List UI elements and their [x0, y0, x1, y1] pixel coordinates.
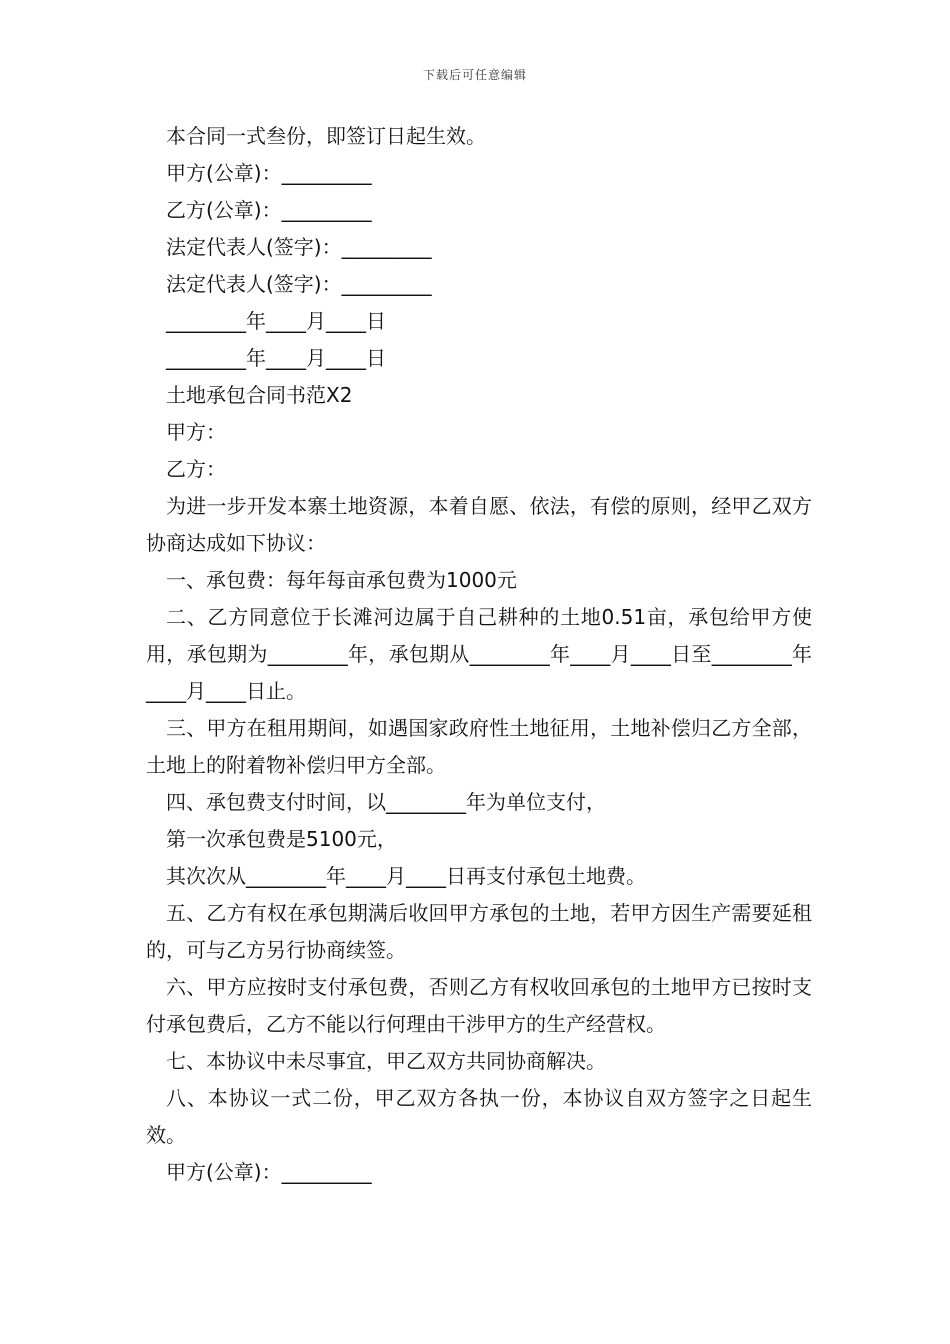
paragraph: 乙方： — [166, 457, 226, 481]
paragraph: 八、本协议一式二份，甲乙双方各执一份，本协议自双方签字之日起生效。 — [146, 1086, 812, 1147]
paragraph: 五、乙方有权在承包期满后收回甲方承包的土地，若甲方因生产需要延租的，可与乙方另行协商续签。 — [146, 901, 812, 962]
paragraph: 甲方(公章)：_________ — [166, 161, 372, 185]
paragraph: 第一次承包费是5100元， — [166, 827, 397, 851]
paragraph: 其次次从________年____月____日再支付承包土地费。 — [166, 864, 646, 888]
paragraph: 二、乙方同意位于长滩河边属于自己耕种的土地0.51亩，承包给甲方使用，承包期为________年，承包期从________年____月____日至________年____月____日止。 — [146, 605, 812, 703]
paragraph: ________年____月____日 — [166, 346, 386, 370]
paragraph: 六、甲方应按时支付承包费，否则乙方有权收回承包的土地甲方已按时支付承包费后，乙方不能以行何理由干涉甲方的生产经营权。 — [146, 975, 812, 1036]
section-title: 土地承包合同书范X2 — [166, 383, 353, 407]
paragraph: 本合同一式叁份，即签订日起生效。 — [166, 124, 486, 148]
paragraph: 一、承包费：每年每亩承包费为1000元 — [166, 568, 517, 592]
document-body — [146, 118, 812, 1191]
page-header: 下载后可任意编辑 — [422, 68, 527, 82]
paragraph: 甲方： — [166, 420, 226, 444]
paragraph: 三、甲方在租用期间，如遇国家政府性土地征用，土地补偿归乙方全部，土地上的附着物补偿归甲方全部。 — [146, 716, 812, 777]
paragraph: 四、承包费支付时间，以________年为单位支付， — [166, 790, 606, 814]
paragraph: 七、本协议中未尽事宜，甲乙双方共同协商解决。 — [166, 1049, 606, 1073]
paragraph: ________年____月____日 — [166, 309, 386, 333]
paragraph: 法定代表人(签字)：_________ — [166, 272, 432, 296]
paragraph: 乙方(公章)：_________ — [166, 198, 372, 222]
paragraph: 法定代表人(签字)：_________ — [166, 235, 432, 259]
paragraph: 为进一步开发本寨土地资源，本着自愿、依法，有偿的原则，经甲乙双方协商达成如下协议： — [146, 494, 812, 555]
paragraph: 甲方(公章)：_________ — [166, 1160, 372, 1184]
